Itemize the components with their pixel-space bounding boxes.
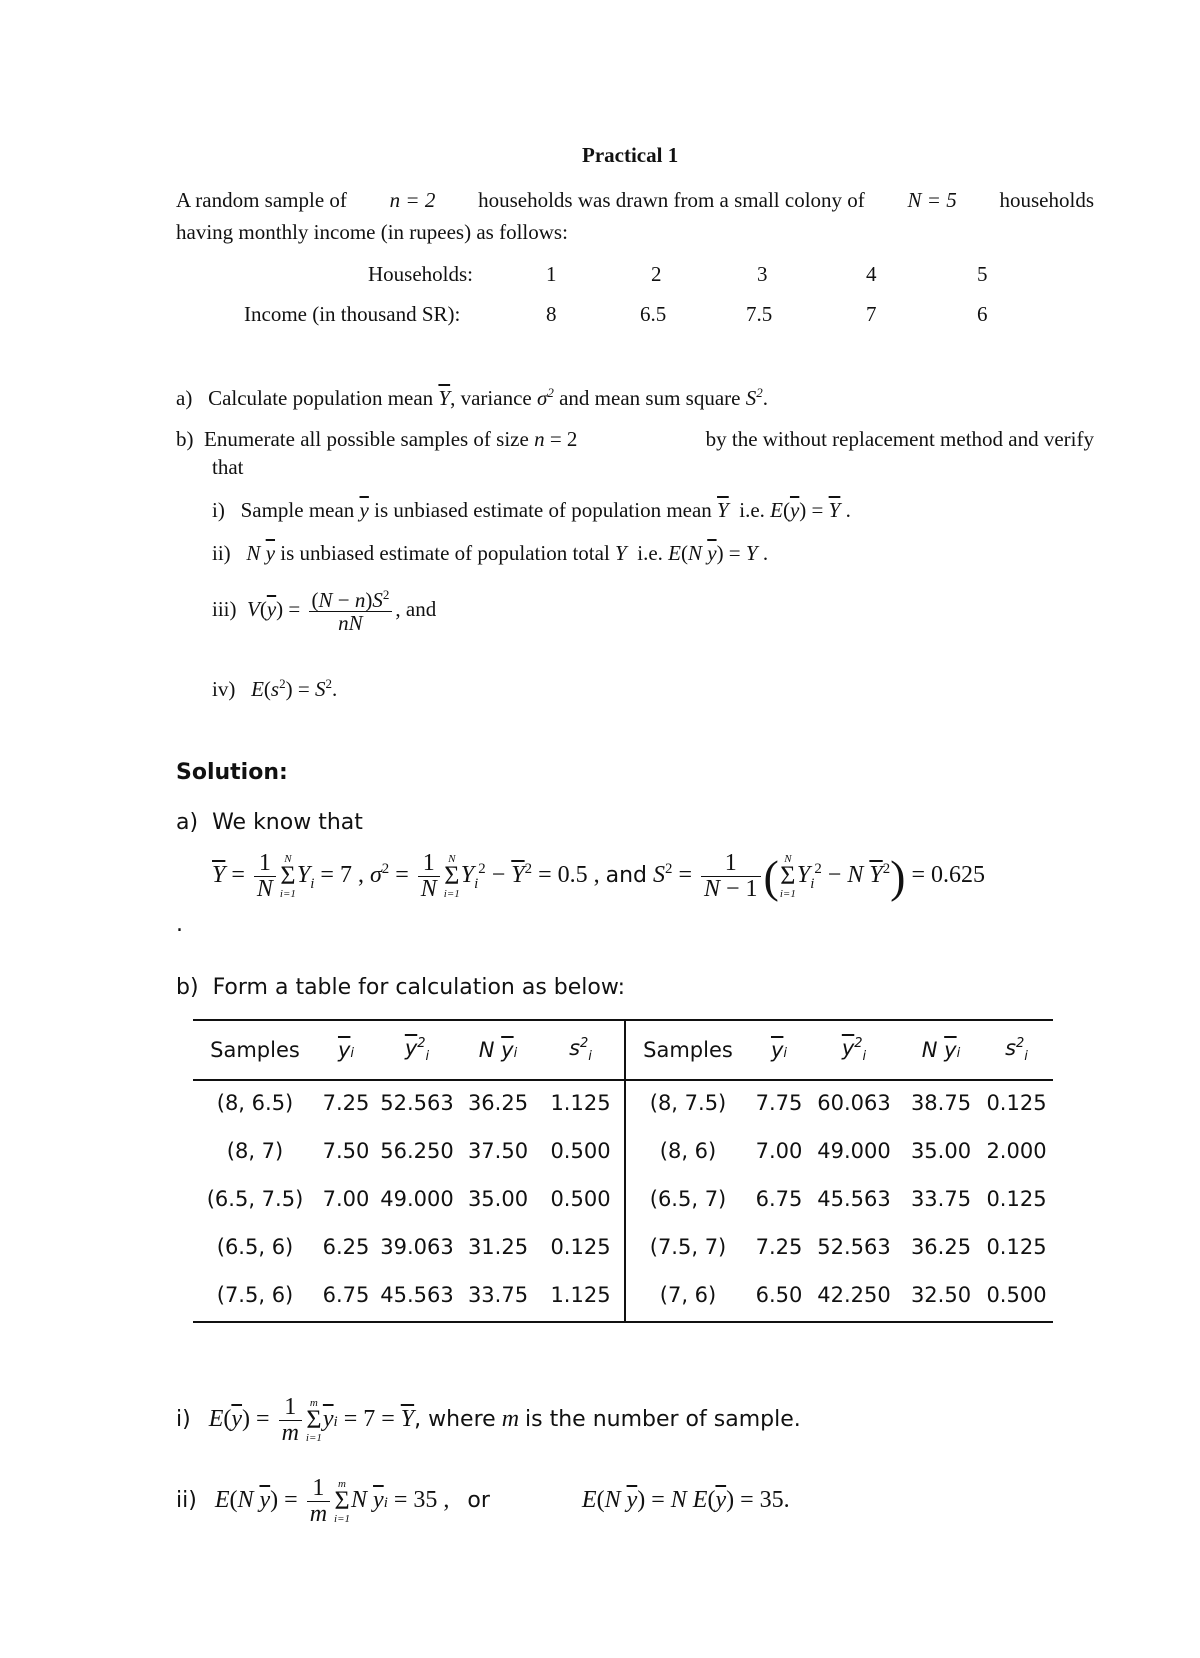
cell-mean-squared: 52.563 <box>380 1091 454 1115</box>
cell-N-mean: 35.00 <box>910 1139 972 1163</box>
cell-sample-variance: 0.125 <box>986 1235 1047 1259</box>
cell-mean: 6.75 <box>755 1187 803 1211</box>
cell-sample: (8, 7.5) <box>649 1091 727 1115</box>
household-income: 6 <box>977 302 988 326</box>
col-header-mean-squared: $\overline{y}^2_i$ <box>841 1035 867 1065</box>
cell-sample-variance: 0.125 <box>550 1235 611 1259</box>
cell-sample: (8, 6) <box>659 1139 717 1163</box>
cell-N-mean: 33.75 <box>910 1187 972 1211</box>
cell-mean-squared: 45.563 <box>380 1283 454 1307</box>
cell-mean-squared: 60.063 <box>817 1091 891 1115</box>
cell-sample-variance: 0.500 <box>550 1139 611 1163</box>
table-row <box>193 1175 1053 1223</box>
solution-i: i) $E(\overline{y})$ = $\frac{1}{m}$ m Σ i=1 $\overline{y}i = 7 = \overline{Y}$, where m is the number of sample. <box>176 1394 801 1447</box>
table-row <box>193 1223 1053 1271</box>
question-b-line-2: that <box>212 455 244 479</box>
cell-N-mean: 38.75 <box>910 1091 972 1115</box>
household-income: 7 <box>866 302 877 326</box>
question-b-iv: iv) $E(s^2) = S^2$. <box>212 676 338 701</box>
cell-mean-squared: 56.250 <box>380 1139 454 1163</box>
cell-mean: 6.25 <box>322 1235 370 1259</box>
cell-sample-variance: 0.500 <box>986 1283 1047 1307</box>
col-header-mean: $\overline{y}i$ <box>770 1038 788 1062</box>
cell-mean: 7.25 <box>322 1091 370 1115</box>
cell-mean-squared: 39.063 <box>380 1235 454 1259</box>
cell-sample-variance: 1.125 <box>550 1091 611 1115</box>
cell-sample-variance: 0.125 <box>986 1187 1047 1211</box>
cell-mean-squared: 49.000 <box>817 1139 891 1163</box>
page-title: Practical 1 <box>582 143 679 167</box>
table-bottom-rule <box>193 1321 1053 1323</box>
cell-N-mean: 31.25 <box>467 1235 529 1259</box>
cell-mean-squared: 45.563 <box>817 1187 891 1211</box>
calculation-table <box>193 1021 1053 1319</box>
cell-sample: (6.5, 7) <box>649 1187 727 1211</box>
cell-mean: 6.50 <box>755 1283 803 1307</box>
cell-mean: 7.75 <box>755 1091 803 1115</box>
solution-b: b) Form a table for calculation as below: <box>176 975 626 1000</box>
cell-sample: (6.5, 7.5) <box>206 1187 304 1211</box>
cell-mean-squared: 42.250 <box>817 1283 891 1307</box>
col-header-mean: $\overline{y}i$ <box>337 1038 355 1062</box>
col-header-N-mean: N $\overline{y}i$ <box>478 1038 518 1062</box>
cell-sample: (7.5, 7) <box>649 1235 727 1259</box>
problem-intro-line-2: having monthly income (in rupees) as follows: <box>176 220 568 244</box>
table-row <box>193 1127 1053 1175</box>
col-header-N-mean: N $\overline{y}i$ <box>921 1038 961 1062</box>
household-number: 5 <box>977 262 988 286</box>
question-a: a) Calculate population mean $\overline{Y}$, variance $\sigma^2$ and mean sum square $S^2$. <box>176 385 768 410</box>
solution-a-equation: $\overline{Y}$ = $\frac{1}{N}$ N Σ i=1 $Y_i = 7$ , $\sigma^2$ = $\frac{1}{N}$ N Σ i=1 $Y_i^2 - \overline{Y}^2 = 0.5$ , and $S^2$ = $\frac{1}{N - 1}$ ( N Σ i=1 $Y_i^2 - N$ $\overline{Y}^2) = 0.625$ <box>212 849 986 902</box>
household-income: 7.5 <box>746 302 773 326</box>
solution-heading: Solution: <box>176 760 288 785</box>
cell-sample: (8, 7) <box>226 1139 284 1163</box>
solution-a: a) We know that <box>176 810 363 835</box>
cell-sample-variance: 1.125 <box>550 1283 611 1307</box>
table-row <box>193 1271 1053 1319</box>
question-b: b) Enumerate all possible samples of size n = 2 by the without replacement method and verify <box>176 427 1094 451</box>
cell-sample: (7, 6) <box>659 1283 717 1307</box>
question-b-ii: ii) N $\overline{y}$ is unbiased estimate of population total Y i.e. E(N $\overline{y}) = Y$ . <box>212 541 769 565</box>
household-income: 6.5 <box>640 302 667 326</box>
col-header-mean-squared: $\overline{y}^2_i$ <box>404 1035 430 1065</box>
stray-dot: . <box>176 912 183 937</box>
cell-sample: (6.5, 6) <box>216 1235 294 1259</box>
cell-mean: 6.75 <box>322 1283 370 1307</box>
cell-N-mean: 32.50 <box>910 1283 972 1307</box>
col-header-samples: Samples <box>643 1038 733 1062</box>
income-label: Income (in thousand SR): <box>244 302 461 326</box>
household-number: 1 <box>546 262 557 286</box>
table-header-row <box>193 1021 1053 1079</box>
col-header-sample-variance: $s^2_i$ <box>1005 1035 1028 1065</box>
cell-N-mean: 36.25 <box>910 1235 972 1259</box>
cell-N-mean: 37.50 <box>467 1139 529 1163</box>
cell-mean-squared: 49.000 <box>380 1187 454 1211</box>
cell-mean-squared: 52.563 <box>817 1235 891 1259</box>
problem-intro-line-1: A random sample of n = 2 households was drawn from a small colony of N = 5 households <box>176 188 1094 212</box>
question-b-i: i) Sample mean $\overline{y}$ is unbiased estimate of population mean $\overline{Y}$ i.e. $E(\overline{y}) = \overline{Y}$ . <box>212 498 851 522</box>
household-number: 4 <box>866 262 877 286</box>
cell-N-mean: 36.25 <box>467 1091 529 1115</box>
cell-N-mean: 33.75 <box>467 1283 529 1307</box>
cell-sample-variance: 2.000 <box>986 1139 1047 1163</box>
col-header-samples: Samples <box>210 1038 300 1062</box>
cell-mean: 7.00 <box>755 1139 803 1163</box>
household-income: 8 <box>546 302 557 326</box>
cell-mean: 7.00 <box>322 1187 370 1211</box>
question-b-iii: iii) $V(\overline{y})$ = $\frac{(N - n)S^2}{nN}$ , and <box>212 587 437 636</box>
col-header-sample-variance: $s^2_i$ <box>569 1035 592 1065</box>
household-number: 3 <box>757 262 768 286</box>
cell-sample-variance: 0.500 <box>550 1187 611 1211</box>
households-label: Households: <box>368 262 473 286</box>
cell-sample-variance: 0.125 <box>986 1091 1047 1115</box>
solution-ii: ii) E(N $\overline{y}$) = $\frac{1}{m}$ m Σ i=1 N $\overline{y}i = 35$ , or E(N $\overline{y}) = N$ $E(\overline{y}) = 35$. <box>176 1475 790 1528</box>
cell-sample: (7.5, 6) <box>216 1283 294 1307</box>
cell-N-mean: 35.00 <box>467 1187 529 1211</box>
cell-mean: 7.25 <box>755 1235 803 1259</box>
table-row <box>193 1079 1053 1127</box>
cell-sample: (8, 6.5) <box>216 1091 294 1115</box>
household-number: 2 <box>651 262 662 286</box>
cell-mean: 7.50 <box>322 1139 370 1163</box>
